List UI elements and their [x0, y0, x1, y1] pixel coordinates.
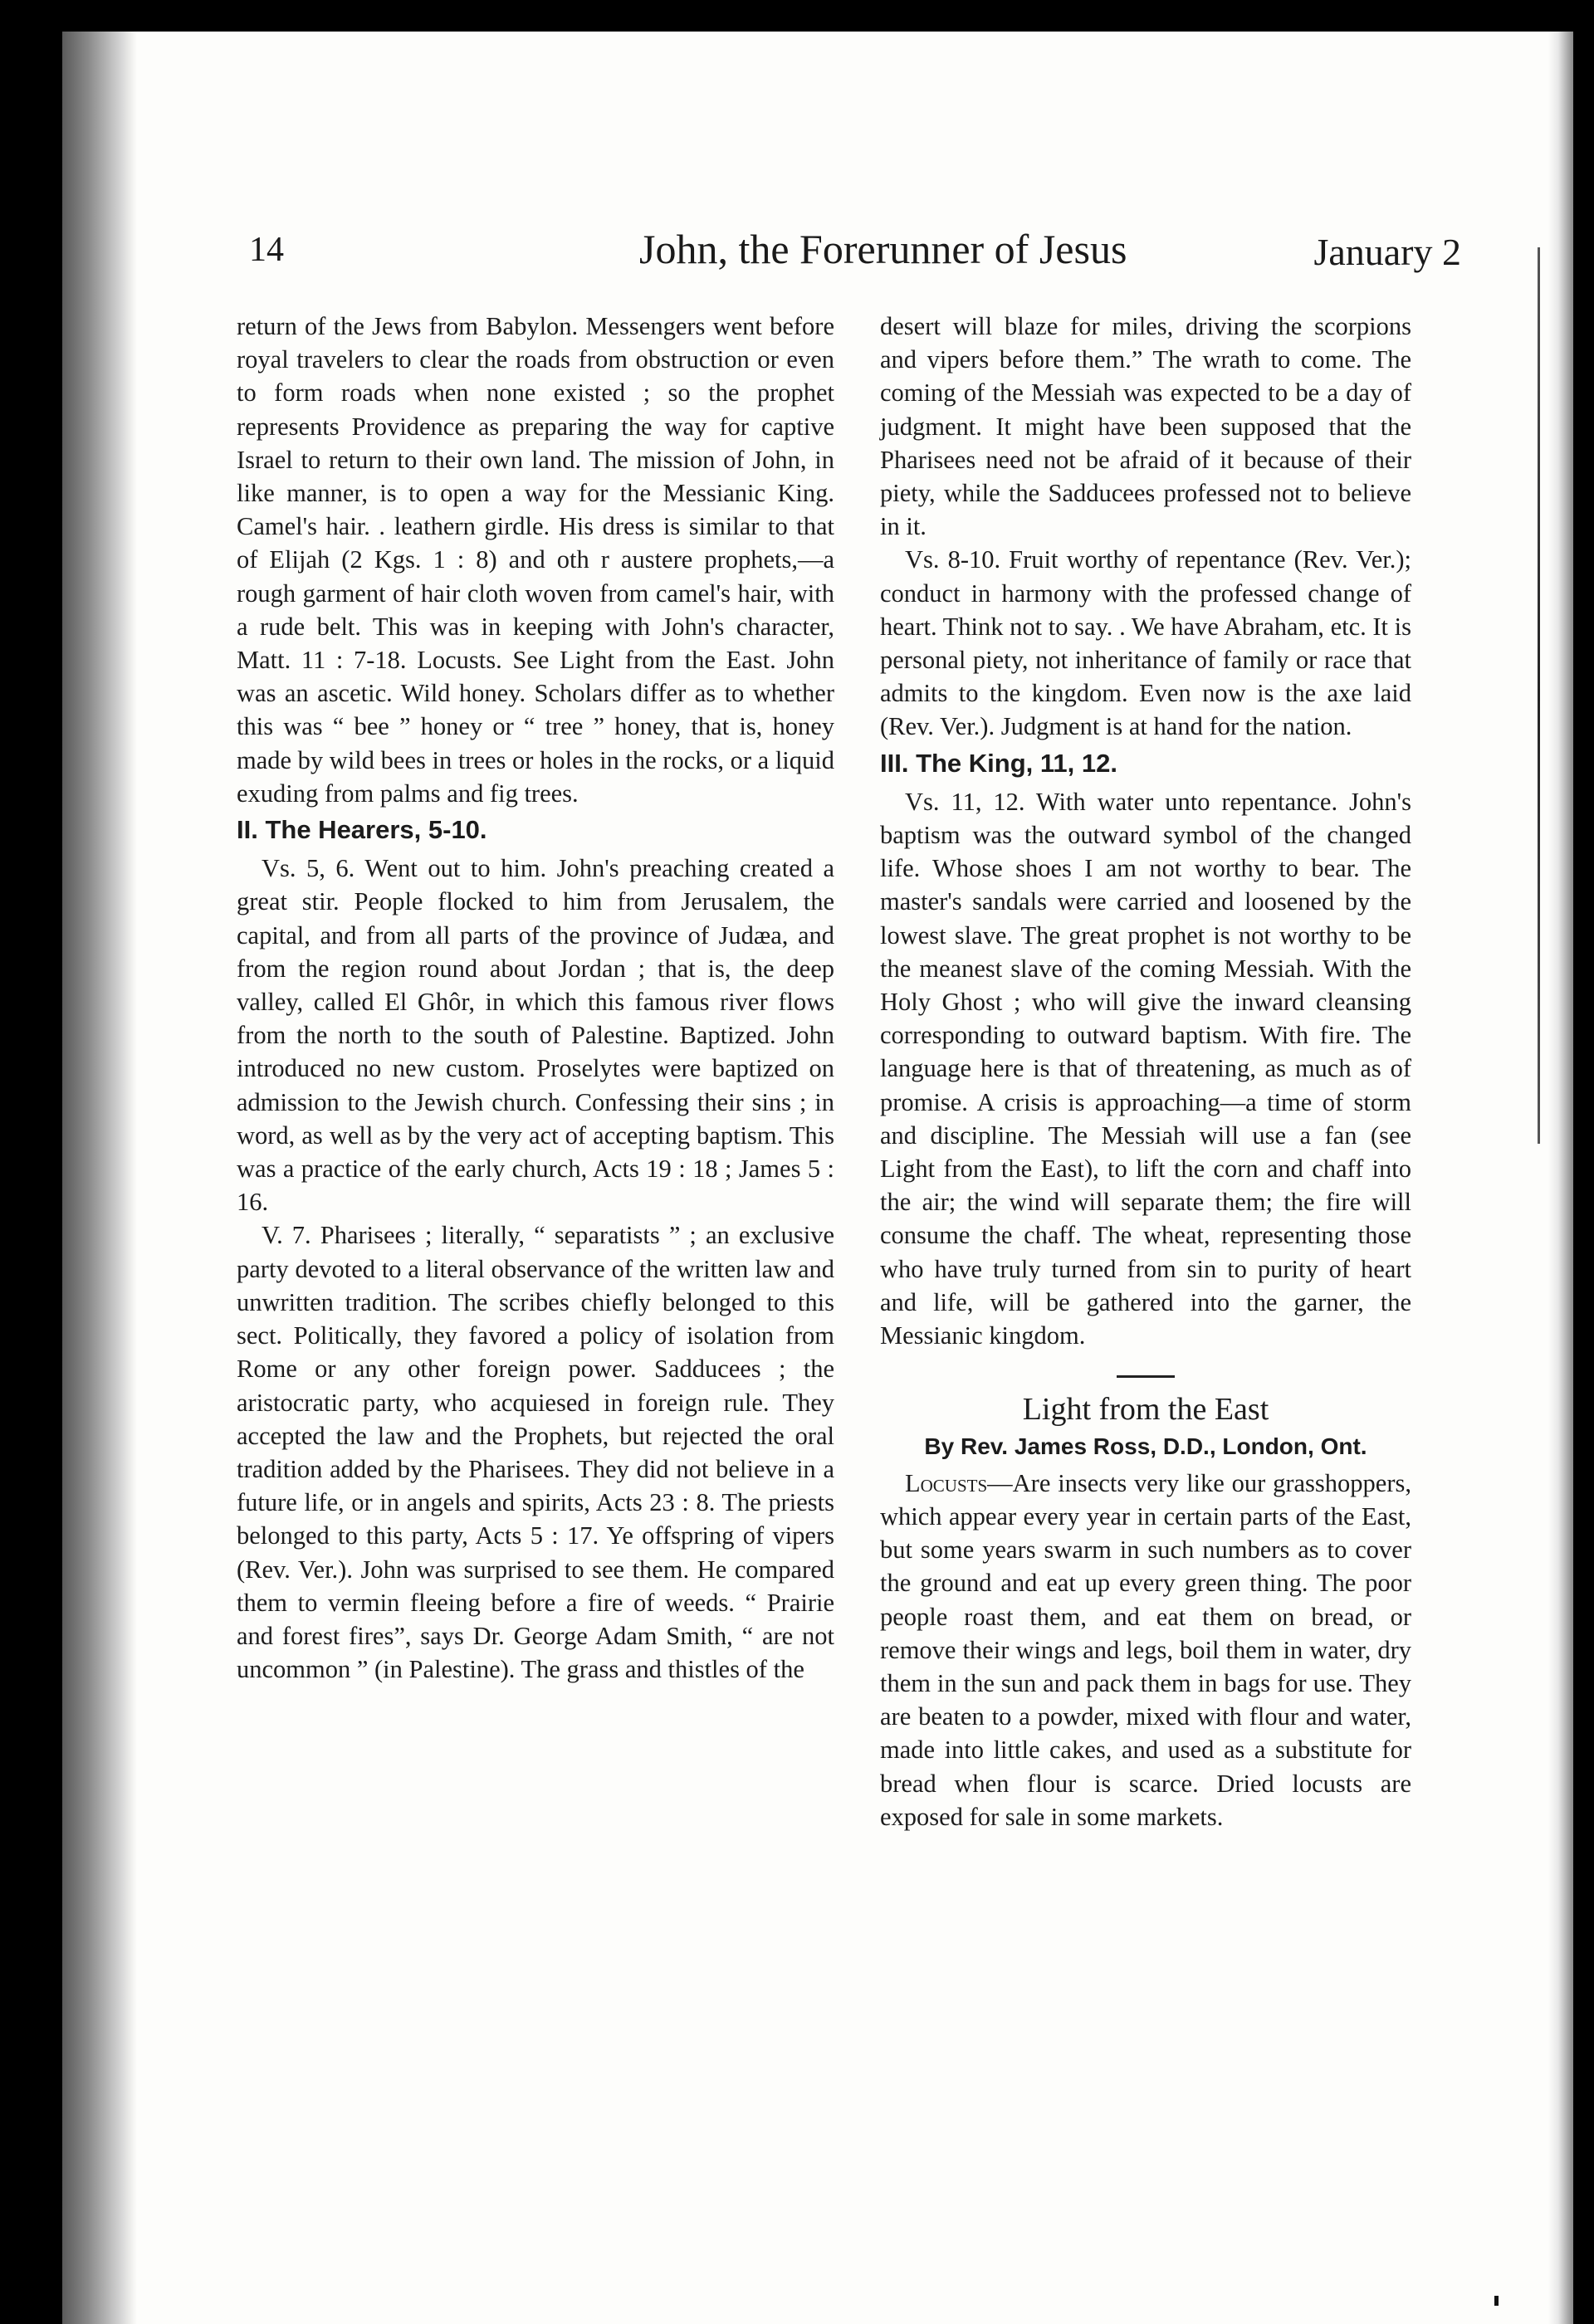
paragraph: return of the Jews from Babylon. Messengers went before royal travelers to clear the roads from obstruction or even to form roads when none existed ; so the prophet represents Providence as preparing the way for captive Israel to return to their own land. The mission of John, in like manner, is to open a way for the Messianic King. Camel's hair. . leathern girdle. His dress is similar to that of Elijah (2 Kgs. 1 : 8) and oth r austere prophets,—a rough garment of hair cloth woven from camel's hair, with a rude belt. This was in keeping with John's character, Matt. 11 : 7-18. Locusts. See Light from the East. John was an ascetic. Wild honey. Scholars differ as to whether this was “ bee ” honey or “ tree ” honey, that is, honey made by wild bees in trees or holes in the rocks, or a liquid exuding from palms and fig trees.	[237, 312, 834, 808]
fold-line	[1538, 247, 1540, 1144]
running-head	[249, 218, 1461, 293]
page-number: 14	[249, 231, 284, 269]
page-title: John, the Forerunner of Jesus	[639, 226, 1127, 272]
page	[62, 32, 1573, 2324]
paragraph: Vs. 11, 12. With water unto repentance. John's baptism was the outward symbol of the changed life. Whose shoes I am not worthy to bear. The master's sandals were carried and loosened by the lowest slave. The great prophet is not worthy to be the meanest slave of the coming Messiah. With the Holy Ghost ; who will give the inward cleansing corresponding to outward baptism. With fire. The language here is that of threatening, as much as of promise. A crisis is approaching—a time of storm and discipline. The Messiah will use a fan (see Light from the East), to lift the corn and chaff into the air; the wind will separate them; the fire will consume the chaff. The wheat, representing those who have truly turned from sin to purity of heart and life, will be gathered into the garner, the Messianic kingdom.	[880, 787, 1411, 1350]
binding-shadow	[62, 32, 137, 2324]
page-edge	[1548, 32, 1573, 2324]
sidebar-title: Light from the East	[1022, 1392, 1269, 1428]
left-column	[237, 310, 834, 1686]
paragraph: V. 7. Pharisees ; literally, “ separatists ” ; an exclusive party devoted to a literal observance of the written law and unwritten tradition. The scribes chiefly belonged to this sect. Politically, they favored a policy of isolation from Rome or any other foreign power. Sadducees ; the aristocratic party, who acquiesed in foreign rule. They accepted the law and the Prophets, but rejected the oral tradition added by the Pharisees. They did not believe in a future life, or in angels and spirits, Acts 23 : 8. The priests belonged to this party, Acts 5 : 17. Ye offspring of vipers (Rev. Ver.). John was surprised to see them. He compared them to vermin fleeing before a fire of weeds. “ Prairie and forest fires”, says Dr. George Adam Smith, “ are not uncommon ” (in Palestine). The grass and thistles of the	[237, 1221, 834, 1684]
paragraph: Vs. 5, 6. Went out to him. John's preaching created a great stir. People flocked to him from Jerusalem, the capital, and from all parts of the province of Judæa, and from the region round about Jordan ; that is, the deep valley, called El Ghôr, in which this famous river flows from the north to the south of Palestine. Baptized. John introduced no new custom. Proselytes were baptized on admission to the Jewish church. Confessing their sins ; in word, as well as by the very act of accepting baptism. This was a practice of the early church, Acts 19 : 18 ; James 5 : 16.	[237, 854, 834, 1217]
sidebar-body: —Are insects very like our grasshoppers, which appear every year in certain parts of the East, but some years swarm in such numbers as to cover the ground and eat up every green thing. The poor people roast them, and eat them on bread, or remove their wings and legs, boil them in water, dry them in the sun and pack them in bags for use. They are beaten to a powder, mixed with flour and water, made into little cakes, and used as a substitute for bread when flour is scarce. Dried locusts are exposed for sale in some markets.	[880, 1468, 1411, 1831]
right-column	[814, 310, 1411, 1833]
sidebar-paragraph	[880, 1467, 1411, 1833]
scan-speck	[1494, 2296, 1499, 2306]
sidebar-lead: Locusts	[905, 1468, 988, 1497]
sidebar-byline: By Rev. James Ross, D.D., London, Ont.	[924, 1433, 1367, 1459]
paragraph: desert will blaze for miles, driving the scorpions and vipers before them.” The wrath to come. The coming of the Messiah was expected to be a day of judgment. It might have been supposed that the Pharisees need not be afraid of it because of their piety, while the Sadducees professed not to believe in it.	[880, 312, 1411, 541]
section-heading-hearers: II. The Hearers, 5-10.	[237, 815, 487, 845]
section-heading-king: III. The King, 11, 12.	[880, 748, 1117, 778]
paragraph: Vs. 8-10. Fruit worthy of repentance (Rev. Ver.); conduct in harmony with the professed change of heart. Think not to say. . We have Abraham, etc. It is personal piety, not inheritance of family or race that admits to the kingdom. Even now is the axe laid (Rev. Ver.). Judgment is at hand for the nation.	[880, 545, 1411, 741]
divider	[1117, 1375, 1175, 1378]
page-date: January 2	[1313, 231, 1461, 273]
